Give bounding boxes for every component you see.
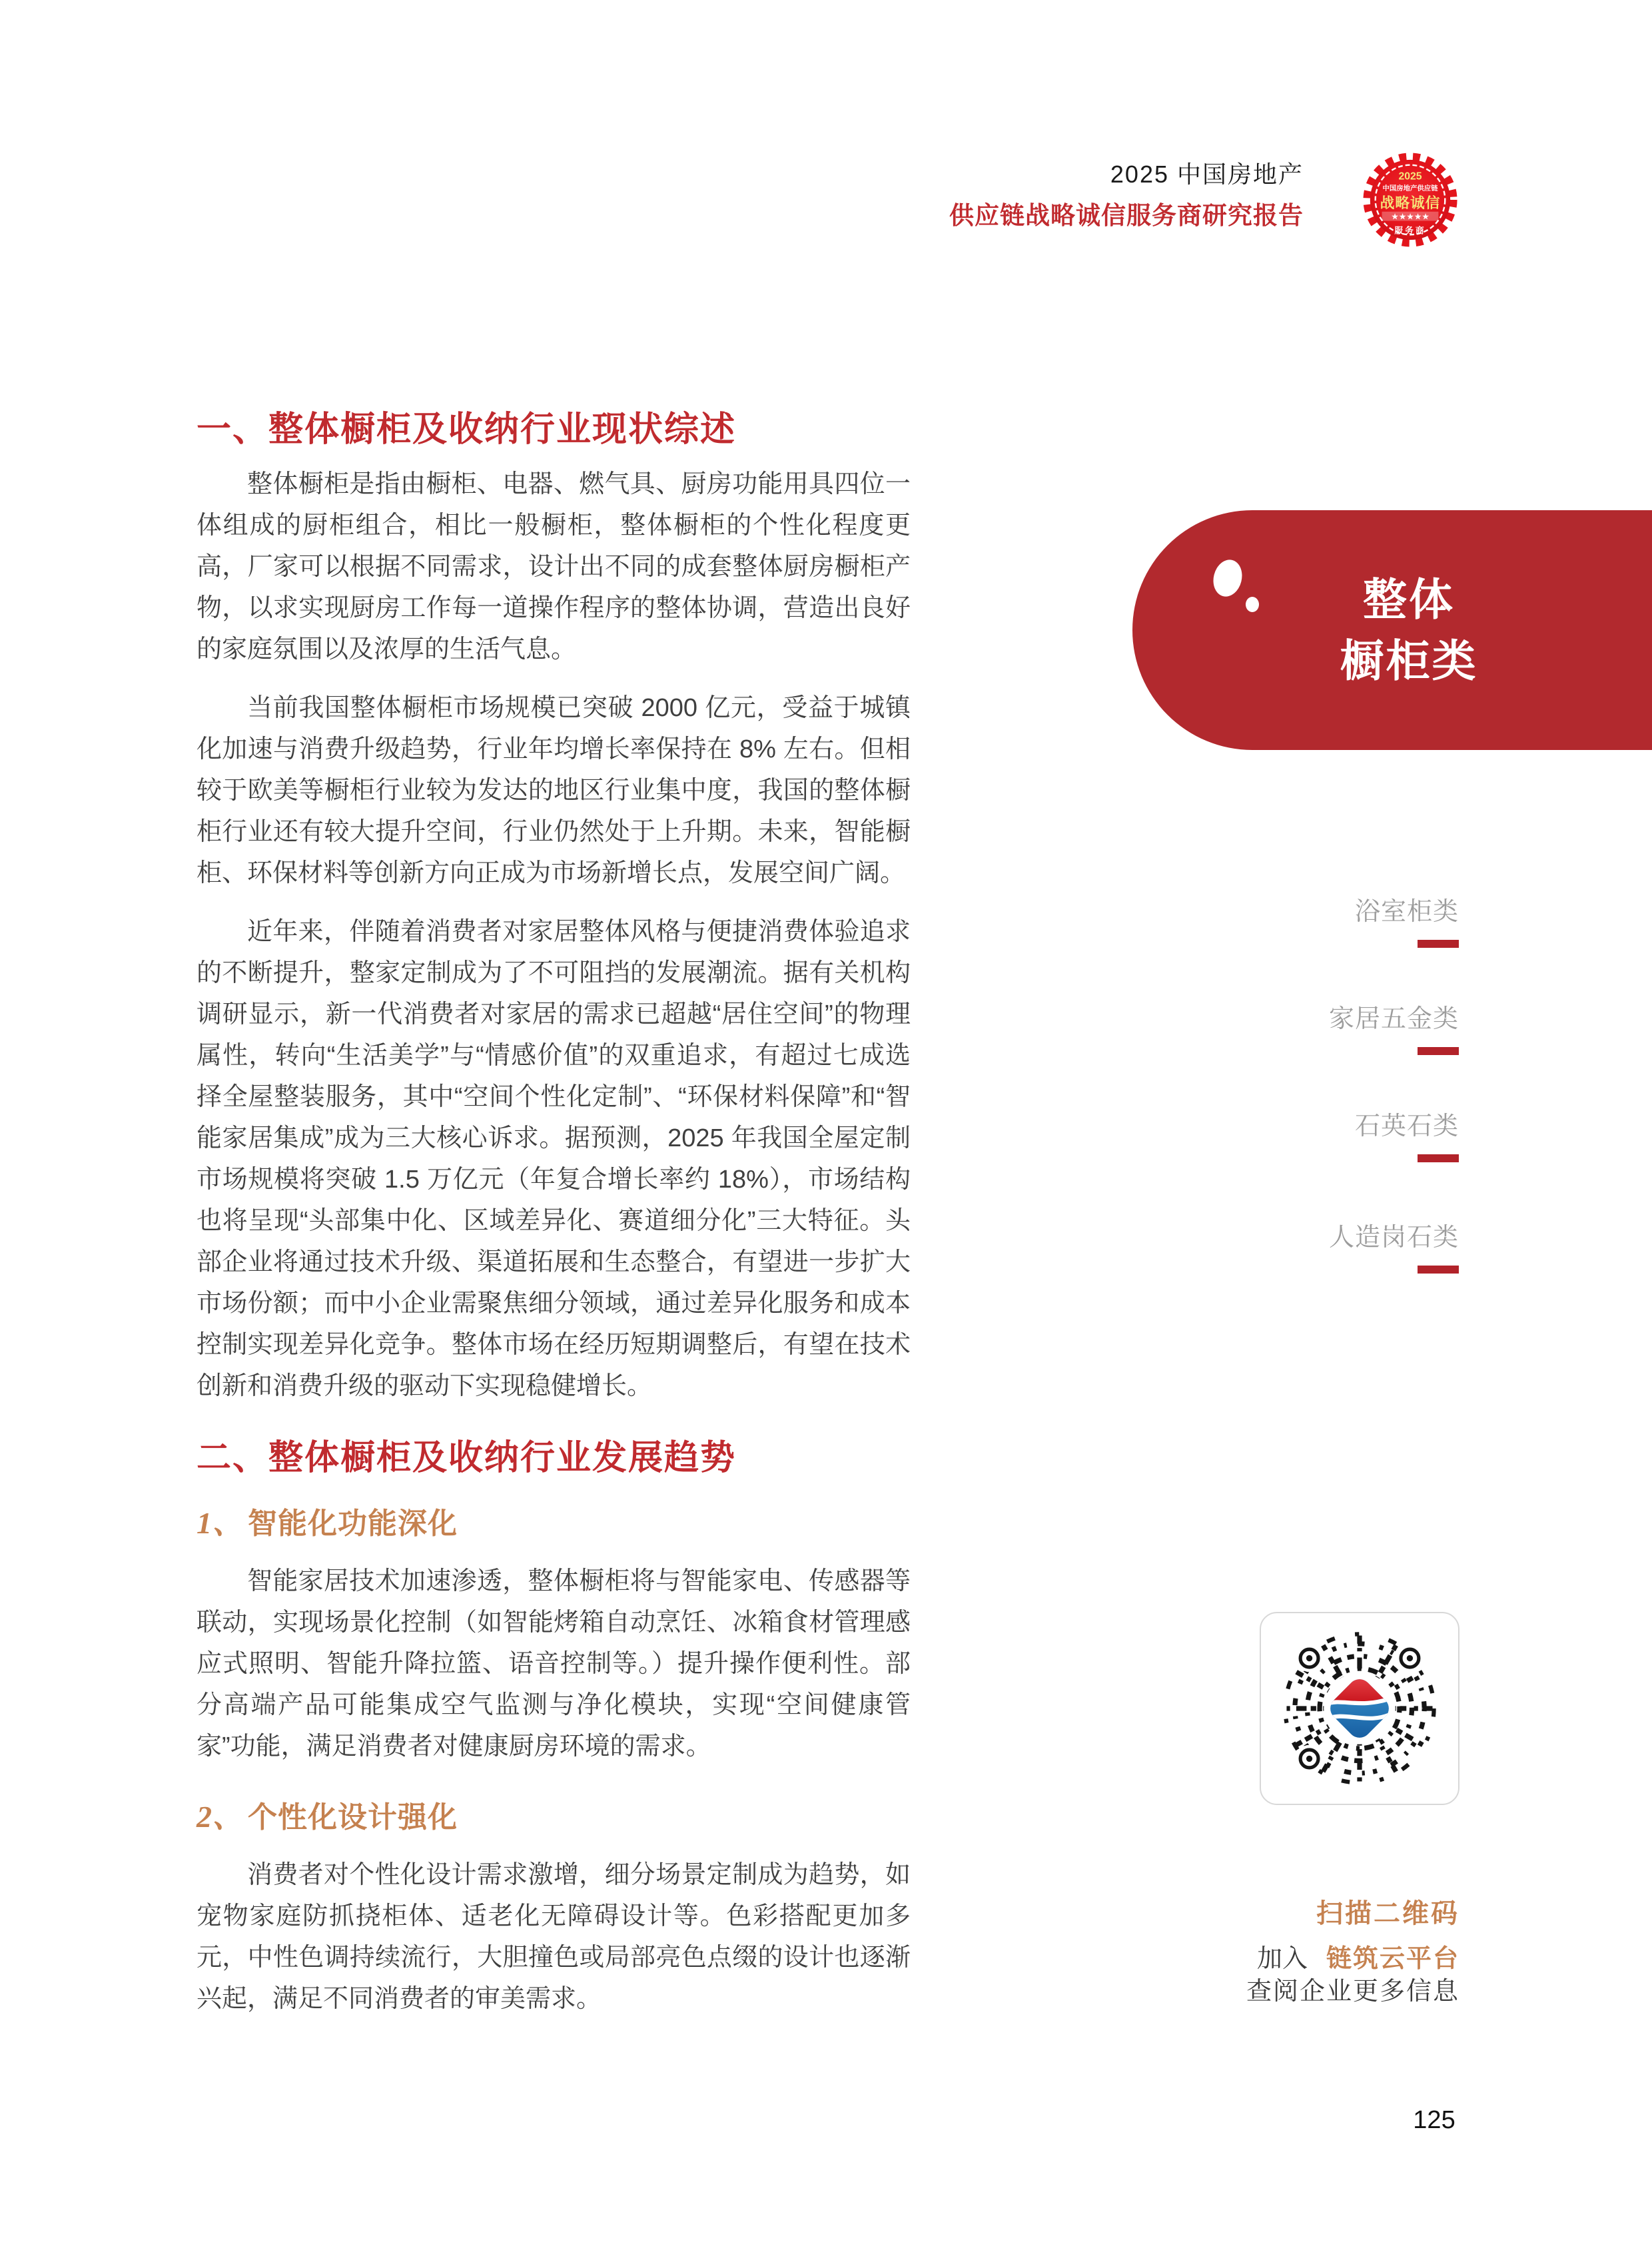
seal-line2: 战略诚信 bbox=[1380, 194, 1441, 211]
subsection-2-heading bbox=[197, 1798, 911, 1837]
subsection-2-label: 个性化设计强化 bbox=[248, 1801, 458, 1834]
seal-year: 2025 bbox=[1398, 171, 1422, 183]
qr-caption-info: 查阅企业更多信息 bbox=[1246, 1978, 1459, 2006]
sidebar-item-label: 石英石类 bbox=[1354, 1112, 1459, 1140]
subsection-1-paragraph: 智能家居技术加速渗透，整体橱柜将与智能家电、传感器等联动，实现场景化控制（如智能烤箱自动烹饪、冰箱食材管理感应式照明、智能升降拉篮、语音控制等。）提升操作便利性。部分高端产品可能集成空气监测与净化模块，实现“空间健康管家”功能，满足消费者对健康厨房环境的需求。 bbox=[197, 1567, 911, 1760]
seal-line1: 中国房地产供应链 bbox=[1382, 185, 1438, 193]
sidebar-item-dash bbox=[1418, 1154, 1459, 1162]
page-header bbox=[949, 160, 1304, 232]
sidebar-item-label: 人造岗石类 bbox=[1328, 1224, 1459, 1252]
sidebar-item-dash bbox=[1418, 1047, 1459, 1055]
section-1-paragraph-2: 当前我国整体橱柜市场规模已突破 2000 亿元，受益于城镇化加速与消费升级趋势，行业年均增长率保持在 8% 左右。但相较于欧美等橱柜行业较为发达的地区行业集中度，我国的整体橱柜行业还有较大提升空间，行业仍然处于上升期。未来，智能橱柜、环保材料等创新方向正成为市场新增长点，发展空间广阔。 bbox=[197, 694, 911, 887]
seal-graphic bbox=[1361, 151, 1459, 249]
sidebar-item-dash bbox=[1418, 1266, 1459, 1274]
section-1-paragraph-3: 近年来，伴随着消费者对家居整体风格与便捷消费体验追求的不断提升，整家定制成为了不可阻挡的发展潮流。据有关机构调研显示，新一代消费者对家居的需求已超越“居住空间”的物理属性，转向“生活美学”与“情感价值”的双重追求，有超过七成选择全屋整装服务，其中“空间个性化定制”、“环保材料保障”和“智能家居集成”成为三大核心诉求。据预测，2025 年我国全屋定制市场规模将突破 1.5 万亿元（年复合增长率约 18%），市场结构也将呈现“头部集中化、区域差异化、赛道细分化”三大特征。头部企业将通过技术升级、渠道拓展和生态整合，有望进一步扩大市场份额；而中小企业需聚焦细分领域，通过差异化服务和成本控制实现差异化竞争。整体市场在经历短期调整后，有望在技术创新和消费升级的驱动下实现稳健增长。 bbox=[197, 918, 911, 1400]
sidebar-item-label: 家居五金类 bbox=[1328, 1005, 1459, 1033]
category-tab-label bbox=[1166, 569, 1652, 691]
sidebar-item-artificial-stone bbox=[1329, 1223, 1459, 1274]
qr-caption-join-prefix: 加入 bbox=[1256, 1945, 1308, 1973]
sidebar-item-household-hardware bbox=[1329, 1004, 1459, 1055]
qr-caption-scan: 扫描二维码 bbox=[1316, 1899, 1459, 1928]
subsection-1-label: 智能化功能深化 bbox=[248, 1507, 458, 1540]
qr-center-logo bbox=[1324, 1673, 1395, 1744]
subsection-1-number: 1、 bbox=[197, 1506, 244, 1540]
main-content bbox=[197, 408, 911, 2037]
sidebar-item-dash bbox=[1418, 940, 1459, 948]
sidebar-item-quartz-stone bbox=[1355, 1112, 1459, 1162]
section-1-paragraph-1: 整体橱柜是指由橱柜、电器、燃气具、厨房功能用具四位一体组成的厨柜组合，相比一般橱柜，整体橱柜的个性化程度更高，厂家可以根据不同需求，设计出不同的成套整体厨房橱柜产物，以求实现厨房工作每一道操作程序的整体协调，营造出良好的家庭氛围以及浓厚的生活气息。 bbox=[197, 470, 911, 663]
category-tab-line1: 整体 bbox=[1363, 575, 1455, 624]
report-title: 供应链战略诚信服务商研究报告 bbox=[949, 202, 1304, 229]
page-number: 125 bbox=[1413, 2106, 1455, 2134]
certification-seal bbox=[1361, 151, 1459, 249]
header-year-title: 2025 中国房地产 bbox=[1110, 161, 1304, 188]
subsection-2-paragraph: 消费者对个性化设计需求激增，细分场景定制成为趋势，如宠物家庭防抓挠柜体、适老化无障碍设计等。色彩搭配更加多元，中性色调持续流行，大胆撞色或局部亮色点缀的设计也逐渐兴起，满足不同消费者的审美需求。 bbox=[197, 1861, 911, 2013]
sidebar-item-bathroom-cabinet bbox=[1355, 897, 1459, 948]
section-1-heading: 一、整体橱柜及收纳行业现状综述 bbox=[197, 410, 737, 449]
qr-caption-platform-name: 链筑云平台 bbox=[1326, 1945, 1459, 1973]
qr-card bbox=[1260, 1612, 1459, 1805]
sidebar-item-label: 浴室柜类 bbox=[1354, 898, 1459, 926]
qr-code bbox=[1277, 1626, 1442, 1791]
subsection-1-heading bbox=[197, 1504, 911, 1543]
seal-stars: ★★★★★ bbox=[1391, 211, 1430, 222]
qr-caption-join bbox=[1257, 1943, 1459, 1975]
seal-line3: 服务商 bbox=[1394, 225, 1426, 236]
category-tab bbox=[1132, 510, 1652, 750]
subsection-2-number: 2、 bbox=[197, 1800, 244, 1834]
section-2-heading: 二、整体橱柜及收纳行业发展趋势 bbox=[197, 1439, 737, 1477]
category-tab-line2: 橱柜类 bbox=[1340, 636, 1478, 685]
